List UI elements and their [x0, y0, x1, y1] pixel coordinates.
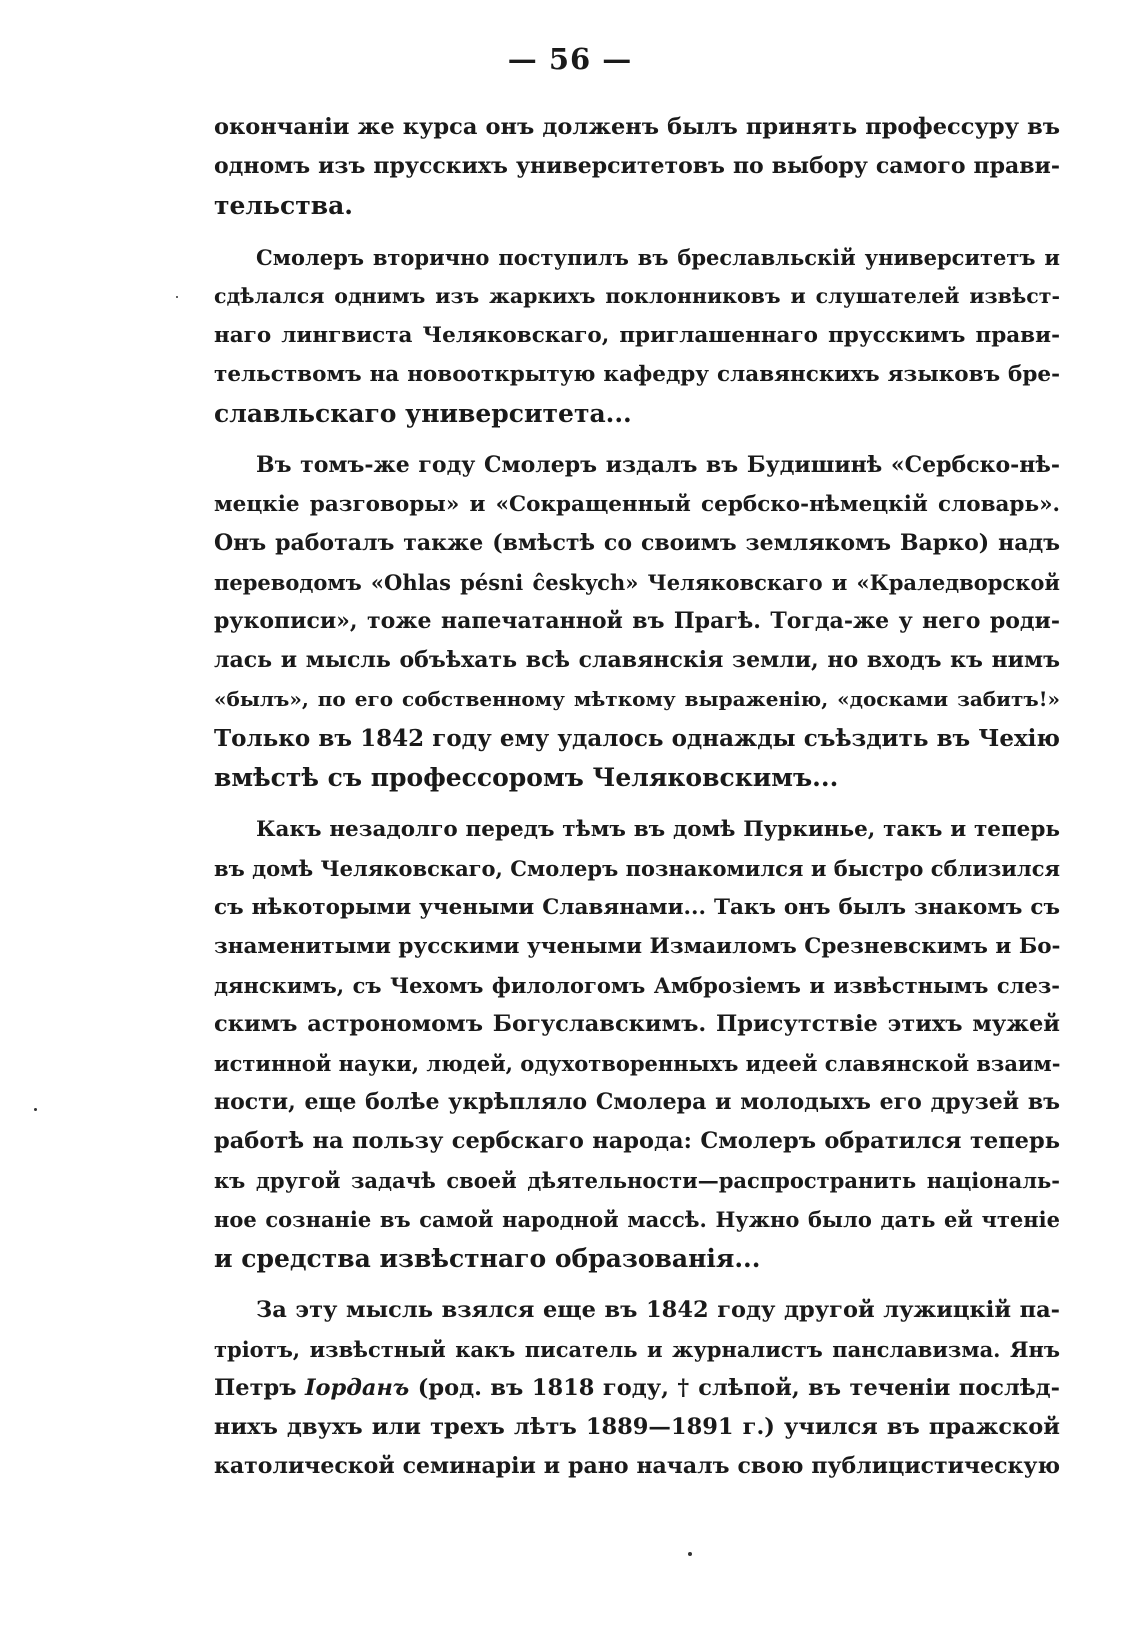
text-segment: (род. въ 1818 году, † слѣпой, въ теченіи послѣд-: [409, 1375, 1060, 1401]
text-line: и средства извѣстнаго образованія...: [214, 1244, 761, 1273]
page-number: — 56 —: [507, 42, 633, 76]
text-line: знаменитыми русскими учеными Измаиломъ Срезневскимъ и Бо-: [214, 934, 1061, 959]
text-line: Въ томъ-же году Смолеръ издалъ въ Будишинѣ «Сербско-нѣ-: [256, 452, 1060, 478]
text-line: сдѣлался однимъ изъ жаркихъ поклонниковъ и слушателей извѣст-: [214, 284, 1060, 308]
paragraph: [214, 238, 1060, 433]
text-line: рукописи», тоже напечатанной въ Прагѣ. Тогда-же у него роди-: [214, 608, 1060, 634]
text-line: ное сознаніе въ самой народной массѣ. Нужно было дать ей чтеніе: [214, 1207, 1060, 1232]
paragraph: [214, 446, 1060, 797]
text-line: славльскаго университета...: [214, 399, 632, 428]
text-line: лась и мысль объѣхать всѣ славянскія земли, но входъ къ нимъ: [214, 647, 1060, 673]
paragraph: [214, 108, 1060, 225]
person-name: Iорданъ: [304, 1375, 410, 1401]
text-line: «былъ», по его собственному мѣткому выраженію, «досками забитъ!»: [214, 687, 1060, 711]
text-line: къ другой задачѣ своей дѣятельности—распространить національ-: [214, 1168, 1060, 1193]
text-line: наго лингвиста Челяковскаго, приглашеннаго прусскимъ прави-: [214, 323, 1060, 348]
text-line: Какъ незадолго передъ тѣмъ въ домѣ Пуркинье, такъ и теперь: [256, 817, 1060, 842]
text-line: переводомъ «Ohlas pésni ĉeskych» Челяковскаго и «Краледворской: [214, 570, 1060, 595]
text-line: тельствомъ на новооткрытую кафедру славянскихъ языковъ бре-: [214, 362, 1060, 387]
text-line: вмѣстѣ съ профессоромъ Челяковскимъ...: [214, 763, 839, 792]
text-line: нихъ двухъ или трехъ лѣтъ 1889—1891 г.) учился въ пражской: [214, 1414, 1060, 1440]
scan-speck: [34, 1108, 37, 1111]
paragraph: [214, 810, 1060, 1278]
text-line: Только въ 1842 году ему удалось однажды съѣздить въ Чехію: [214, 725, 1060, 752]
text-line: скимъ астрономомъ Богуславскимъ. Присутствіе этихъ мужей: [214, 1011, 1060, 1037]
text-line: истинной науки, людей, одухотворенныхъ идеей славянской взаим-: [214, 1051, 1061, 1076]
text-line: За эту мысль взялся еще въ 1842 году другой лужицкій па-: [256, 1297, 1060, 1323]
text-line: дянскимъ, съ Чехомъ филологомъ Амброзіемъ и извѣстнымъ слез-: [214, 973, 1060, 998]
text-line: Смолеръ вторично поступилъ въ бреславльскій университетъ и: [256, 245, 1060, 270]
scan-speck: [688, 1552, 692, 1556]
text-segment: Петръ: [214, 1375, 305, 1401]
text-line: тельства.: [214, 191, 353, 220]
text-line: ности, еще болѣе укрѣпляло Смолера и молодыхъ его друзей въ: [214, 1089, 1060, 1115]
text-line: тріотъ, извѣстный какъ писатель и журналистъ панславизма. Янъ: [214, 1337, 1060, 1362]
paragraph: [214, 1291, 1060, 1486]
text-line: съ нѣкоторыми учеными Славянами... Такъ онъ былъ знакомъ съ: [214, 895, 1060, 920]
scan-speck: [176, 296, 178, 298]
text-line: Онъ работалъ также (вмѣстѣ со своимъ землякомъ Варко) надъ: [214, 530, 1060, 556]
text-line: мецкіе разговоры» и «Сокращенный сербско-нѣмецкій словарь».: [214, 492, 1060, 517]
text-line: работѣ на пользу сербскаго народа: Смолеръ обратился теперь: [214, 1128, 1060, 1154]
text-line: [214, 1369, 1060, 1408]
text-line: окончаніи же курса онъ долженъ былъ принять профессуру въ: [214, 114, 1060, 140]
text-line: въ домѣ Челяковскаго, Смолеръ познакомился и быстро сблизился: [214, 856, 1060, 881]
body-text: [214, 108, 1060, 1486]
text-line: одномъ изъ прусскихъ университетовъ по выбору самого прави-: [214, 153, 1060, 179]
text-line: католической семинаріи и рано началъ свою публицистическую: [214, 1453, 1060, 1479]
